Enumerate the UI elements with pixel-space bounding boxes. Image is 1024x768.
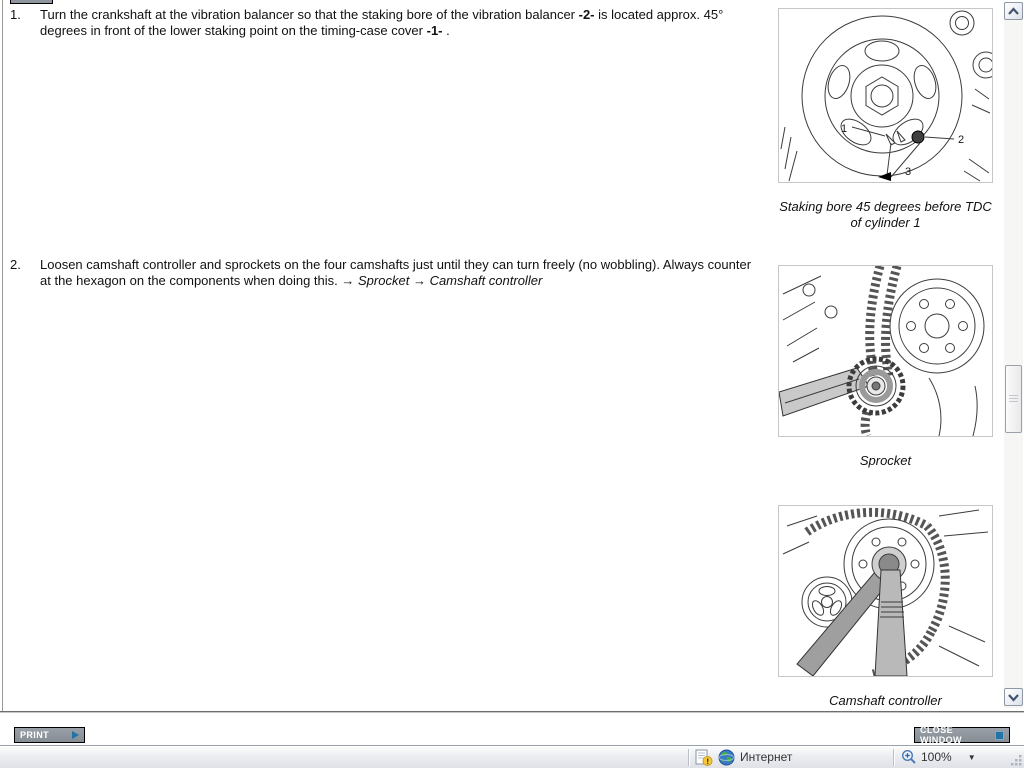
magnifier-plus-icon xyxy=(901,749,917,765)
instruction-text xyxy=(40,257,762,288)
button-bar xyxy=(0,714,1024,745)
text-segment: → xyxy=(341,272,359,288)
status-bar xyxy=(0,745,1024,768)
callout-1: 1 xyxy=(841,123,848,135)
security-zone-pane xyxy=(690,746,893,768)
zoom-level-value: 100% xyxy=(921,750,952,764)
page-alert-icon xyxy=(695,749,713,766)
camshaft-controller-image xyxy=(778,505,993,677)
text-segment: . xyxy=(442,22,450,38)
scroll-down-button[interactable] xyxy=(1004,688,1023,706)
vibration-balancer-image xyxy=(778,8,993,183)
resize-grip-icon[interactable] xyxy=(1010,754,1023,767)
chevron-up-icon xyxy=(1006,5,1021,18)
figure-sprocket xyxy=(778,265,993,469)
text-segment: -1- xyxy=(426,22,443,38)
cross-reference-link[interactable]: Sprocket xyxy=(358,272,410,288)
print-button[interactable] xyxy=(14,727,85,743)
arrow-right-icon xyxy=(72,731,79,739)
cross-reference-link[interactable]: Camshaft controller xyxy=(429,272,543,288)
scrollbar-grip-icon xyxy=(1009,395,1018,403)
instruction-number: 2. xyxy=(10,257,21,272)
zone-label: Интернет xyxy=(740,750,793,764)
scrolled-element-remnant xyxy=(10,0,53,4)
text-segment: Turn the crankshaft at the vibration balancer so that the staking bore of the vibration balancer xyxy=(40,7,579,22)
vertical-scrollbar[interactable] xyxy=(1004,2,1023,708)
figure-camshaft-controller xyxy=(778,505,993,709)
instruction-number: 1. xyxy=(10,7,21,22)
chevron-down-icon xyxy=(1006,691,1021,704)
callout-3: 3 xyxy=(905,166,912,178)
blue-square-icon xyxy=(995,731,1004,740)
text-segment: -2- xyxy=(578,7,595,22)
status-main-pane xyxy=(0,746,688,768)
scrollbar-thumb[interactable] xyxy=(1005,365,1022,433)
callout-2: 2 xyxy=(958,134,965,146)
content-bottom-divider xyxy=(0,711,1024,713)
close-window-button[interactable] xyxy=(914,727,1010,743)
figure-vibration-balancer xyxy=(778,8,993,231)
zoom-dropdown-caret-icon[interactable]: ▼ xyxy=(967,752,976,762)
figure-caption: Camshaft controller xyxy=(829,693,942,708)
close-window-button-label: CLOSE WINDOW xyxy=(920,725,962,745)
figure-caption: Sprocket xyxy=(859,453,912,468)
globe-icon xyxy=(718,749,735,766)
scroll-up-button[interactable] xyxy=(1004,2,1023,20)
print-button-label: PRINT xyxy=(20,730,49,740)
instruction-text xyxy=(40,7,762,38)
sprocket-image xyxy=(778,265,993,437)
text-segment: → xyxy=(409,272,430,288)
text-segment: Loosen camshaft controller and sprockets on the four camshafts just until they can turn freely (no wobbling). Always counter at the hexagon on the components when doing this. xyxy=(40,257,752,288)
figure-caption: Staking bore 45 degrees before TDC of cylinder 1 xyxy=(779,199,992,230)
text-segment: is located approx. 45° degrees in front of the lower staking point on the timing-case cover xyxy=(40,7,724,38)
zoom-control[interactable] xyxy=(895,746,1024,768)
left-border-line xyxy=(2,0,3,711)
